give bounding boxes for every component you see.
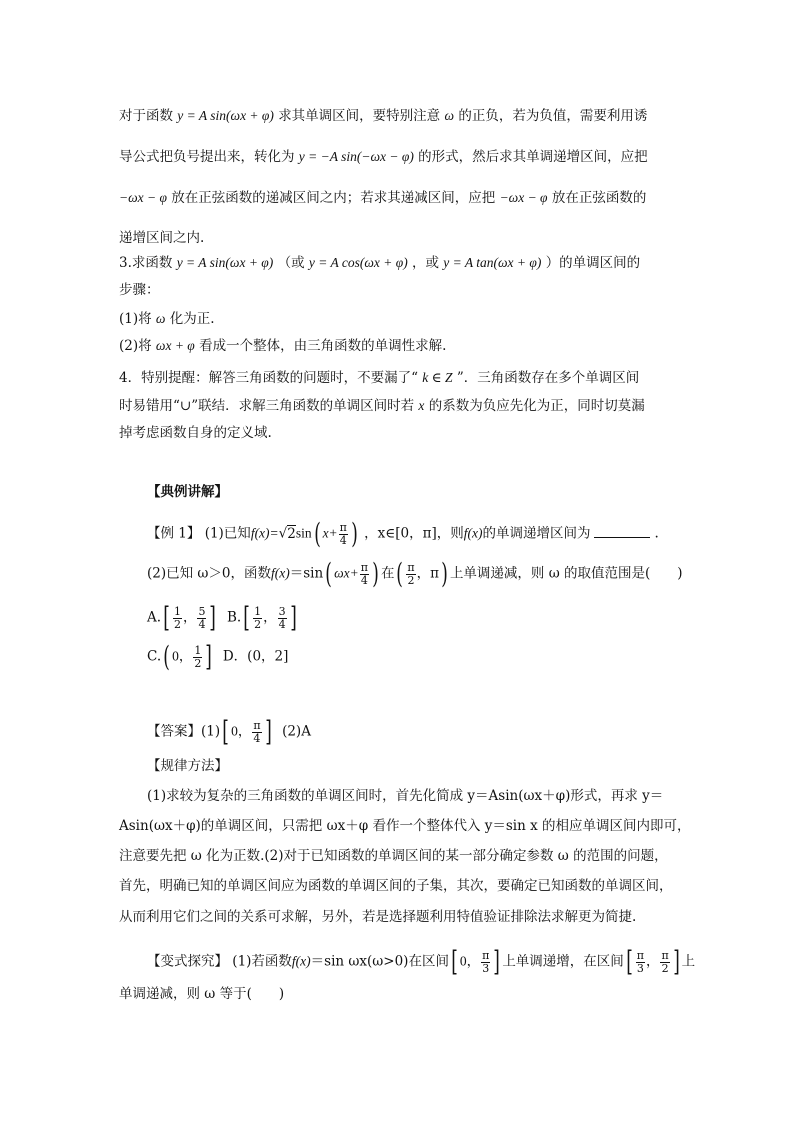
bracket-right: ] xyxy=(264,715,272,748)
math-formula: −ωx − φ xyxy=(119,190,167,205)
math-fx: f(x) xyxy=(271,565,290,581)
paren-left: ( xyxy=(313,517,321,550)
fraction-pi-3 xyxy=(481,950,490,975)
para1-line1 xyxy=(119,106,647,126)
comma: ， xyxy=(645,953,660,970)
fraction-pi-4 xyxy=(252,720,261,745)
para1-line2 xyxy=(119,147,648,167)
frac-num: π xyxy=(407,560,415,574)
text: (1)若函数 xyxy=(232,953,292,970)
text: (2)A xyxy=(282,723,311,740)
math-fx: f(x) xyxy=(291,953,311,969)
variant-label: 【变式探究】 xyxy=(147,953,228,970)
fraction-pi-3 xyxy=(636,950,645,975)
method-heading xyxy=(147,756,228,776)
text: 放在正弦函数的 xyxy=(551,190,647,206)
fraction-1-2 xyxy=(173,606,182,631)
paren-left: ( xyxy=(163,640,170,673)
num-zero: 0 xyxy=(459,953,467,969)
text: . xyxy=(654,525,659,542)
frac-num: π xyxy=(661,948,669,962)
frac-den: 2 xyxy=(407,573,415,587)
text: 的单调递增区间为 xyxy=(482,525,591,542)
frac-num: 5 xyxy=(198,604,206,618)
text: 求其单调区间，要特别注意 xyxy=(278,108,441,124)
options-cd xyxy=(147,640,289,673)
math-sin: sin xyxy=(295,525,312,541)
text: 从而利用它们之间的关系可求解，另外，若是选择题利用特值验证排除法求解更为简捷. xyxy=(119,909,637,925)
variant-line1 xyxy=(147,945,696,978)
fraction-pi-2 xyxy=(406,562,415,587)
text: ，或 xyxy=(412,255,439,271)
math-fx: f(x) xyxy=(463,525,483,541)
paren-left: ( xyxy=(396,557,404,590)
frac-den: 4 xyxy=(278,617,286,631)
text: (2)将 xyxy=(119,338,152,354)
option-d-label[interactable]: D．(0，2] xyxy=(222,648,289,665)
comma: ， xyxy=(466,953,481,970)
paren-left: ( xyxy=(325,557,332,590)
math-formula: −ωx − φ xyxy=(499,190,548,205)
text: 的正负，若为负值，需要利用诱 xyxy=(458,108,648,124)
frac-den: 4 xyxy=(198,617,206,631)
text: 递增区间之内. xyxy=(119,230,205,246)
bracket-right: ] xyxy=(289,601,297,634)
bracket-left: [ xyxy=(222,715,229,748)
bracket-right: ] xyxy=(493,945,501,978)
text: 3.求函数 xyxy=(119,255,173,271)
frac-num: π xyxy=(339,520,347,534)
paren-right: ) xyxy=(441,557,448,590)
sqrt-radicand: 2 xyxy=(287,525,296,542)
frac-num: 3 xyxy=(278,604,286,618)
frac-den: 2 xyxy=(173,617,181,631)
option-b-label[interactable]: B. xyxy=(227,609,242,626)
para1-line3 xyxy=(119,188,646,208)
text: ，x∈[0，π]，则 xyxy=(364,525,464,542)
bracket-left: [ xyxy=(626,945,633,978)
comma: ， xyxy=(178,648,193,665)
text: (1)将 xyxy=(119,311,152,327)
text: 注意要先把 ω 化为正数.(2)对于已知函数的单调区间的某一部分确定参数 ω 的范围的问题， xyxy=(119,848,668,864)
frac-num: π xyxy=(360,560,369,574)
math-formula: y = A sin(ωx + φ) xyxy=(176,255,274,270)
sec4-line2 xyxy=(119,396,645,416)
sec3-step1 xyxy=(119,309,215,329)
text: 的形式，然后求其单调递增区间，应把 xyxy=(418,149,648,165)
frac-den: 2 xyxy=(661,961,669,975)
fraction-pi-4 xyxy=(360,562,369,587)
text: (1) xyxy=(201,723,221,740)
text: （或 xyxy=(277,255,305,271)
options-ab xyxy=(147,601,299,634)
sec3-line2 xyxy=(119,280,160,300)
frac-den: 4 xyxy=(360,573,368,587)
text: 上单调递减，则 ω 的取值范围是( ) xyxy=(449,565,683,582)
paren-right: ) xyxy=(351,517,358,550)
text: ”．三角函数存在多个单调区间 xyxy=(456,370,640,386)
example-heading xyxy=(147,482,228,502)
math-formula: y = A sin(ωx + φ) xyxy=(177,108,274,123)
math-fx: f(x)= xyxy=(250,525,279,541)
bracket-right: ] xyxy=(205,640,213,673)
variant-line2 xyxy=(119,984,284,1004)
sec3-step2 xyxy=(119,336,446,356)
math-formula: k ∈ Z xyxy=(422,370,453,385)
frac-den: 3 xyxy=(482,961,490,975)
method-line2 xyxy=(119,816,691,836)
bracket-left: [ xyxy=(163,601,170,634)
sec4-line1 xyxy=(119,368,639,388)
text: 对于函数 xyxy=(119,108,173,124)
text: 化为正. xyxy=(169,311,215,327)
answer-blank xyxy=(594,523,650,538)
para1-line4 xyxy=(119,228,204,248)
text: (1)求较为复杂的三角函数的单调区间时，首先化简成 y＝Asin(ωx＋φ)形式，再求 y＝ xyxy=(147,788,664,804)
text: ，π xyxy=(416,565,439,582)
text: 在 xyxy=(380,565,395,582)
text: 首先，明确已知的单调区间应为函数的单调区间的子集，其次，要确定已知函数的单调区间， xyxy=(119,878,673,894)
heading-text: 【规律方法】 xyxy=(147,758,228,774)
frac-num: π xyxy=(636,948,644,962)
text: 单调递减，则 ω 等于( ) xyxy=(119,986,285,1002)
fraction-5-4 xyxy=(197,606,206,631)
text: ＝sin xyxy=(289,565,324,582)
frac-den: 2 xyxy=(194,656,202,670)
math-formula: y = A cos(ωx + φ) xyxy=(308,255,408,270)
method-line4 xyxy=(119,876,673,896)
frac-num: π xyxy=(482,948,490,962)
answer-line xyxy=(147,715,311,748)
text: 导公式把负号提出来，转化为 xyxy=(119,149,295,165)
text: 上单调递增，在区间 xyxy=(502,953,624,970)
heading-text: 【典例讲解】 xyxy=(147,484,228,500)
comma: ， xyxy=(263,609,277,626)
frac-den: 3 xyxy=(636,961,644,975)
text: (1)已知 xyxy=(204,525,251,542)
text: 掉考虑函数自身的定义域. xyxy=(119,425,272,441)
frac-num: π xyxy=(253,718,261,732)
bracket-right: ] xyxy=(672,945,680,978)
num-zero: 0 xyxy=(172,648,179,664)
method-line1 xyxy=(147,786,663,806)
sqrt-2: √2 xyxy=(278,525,296,542)
example-q1 xyxy=(147,517,659,550)
frac-num: 1 xyxy=(194,643,202,657)
bracket-left: [ xyxy=(243,601,250,634)
fraction-1-2 xyxy=(253,606,262,631)
frac-num: 1 xyxy=(173,604,181,618)
text: 的系数为负应先化为正，同时切莫漏 xyxy=(428,398,645,414)
math-x: x+ xyxy=(322,525,338,541)
sec4-line3 xyxy=(119,423,272,443)
num-zero: 0 xyxy=(231,723,238,739)
fraction-3-4 xyxy=(278,606,287,631)
text: ＝sin ωx(ω>0)在区间 xyxy=(310,953,449,970)
example-q2 xyxy=(147,557,683,590)
answer-label: 【答案】 xyxy=(147,723,201,740)
text: (2)已知 ω＞0，函数 xyxy=(147,565,272,582)
fraction-pi-4 xyxy=(339,522,348,547)
paren-right: ) xyxy=(372,557,379,590)
text: 放在正弦函数的递减区间之内；若求其递减区间，应把 xyxy=(171,190,496,206)
frac-num: 1 xyxy=(254,604,262,618)
comma: ， xyxy=(182,609,197,626)
method-line5 xyxy=(119,907,636,927)
math-formula: y = −A sin(−ωx − φ) xyxy=(298,149,414,164)
comma: ， xyxy=(237,723,252,740)
bracket-left: [ xyxy=(451,945,458,978)
math-omega: ω xyxy=(444,108,455,123)
option-a-label[interactable]: A. xyxy=(147,609,162,626)
bracket-right: ] xyxy=(209,601,217,634)
frac-den: 4 xyxy=(253,731,261,745)
example-label: 【例 1】 xyxy=(147,525,201,542)
text: 上 xyxy=(681,953,696,970)
sec3-line1 xyxy=(119,253,640,273)
math-formula: ωx + φ xyxy=(155,338,195,353)
fraction-pi-2 xyxy=(660,950,669,975)
frac-den: 2 xyxy=(254,617,262,631)
method-line3 xyxy=(119,846,668,866)
text: 4．特别提醒：解答三角函数的问题时，不要漏了“ xyxy=(119,370,418,386)
math-x: x xyxy=(418,398,425,413)
text: 步骤： xyxy=(119,282,160,298)
text: ）的单调区间的 xyxy=(545,255,641,271)
fraction-1-2 xyxy=(193,645,202,670)
text: 时易错用“∪”联结．求解三角函数的单调区间时若 xyxy=(119,398,415,414)
math-formula: y = A tan(ωx + φ) xyxy=(443,255,542,270)
frac-den: 4 xyxy=(339,533,347,547)
text: Asin(ωx＋φ)的单调区间，只需把 ωx＋φ 看作一个整体代入 y＝sin x 的相应单调区间内即可， xyxy=(119,818,691,834)
math-omega: ω xyxy=(155,311,166,326)
option-c-label[interactable]: C. xyxy=(147,648,162,665)
math-formula: ωx+ xyxy=(334,565,359,581)
text: 看成一个整体，由三角函数的单调性求解. xyxy=(199,338,447,354)
